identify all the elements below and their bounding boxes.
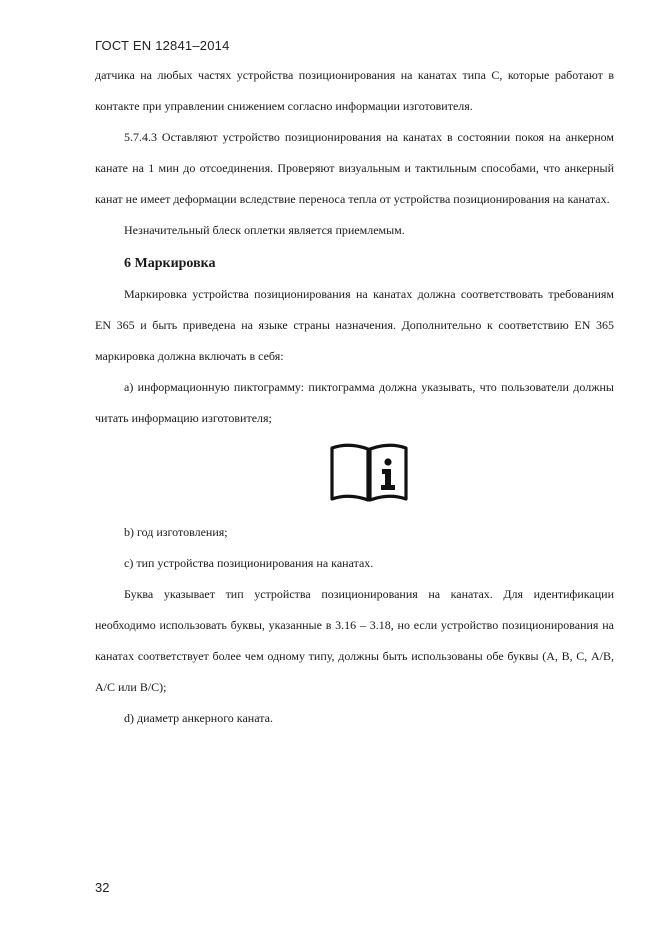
pictogram-glyph: i [229,342,230,343]
document-body [95,60,614,734]
list-item-a: а) информационную пиктограмму: пиктограмма должна указывать, что пользователи должны читать информацию изготовителя; [95,380,614,425]
page-number: 32 [95,880,110,895]
info-book-icon [229,342,409,502]
list-item-c: с) тип устройства позиционирования на канатах. [124,556,374,570]
list-item-b: b) год изготовления; [124,525,228,539]
list-item-d: d) диаметр анкерного каната. [124,711,273,725]
paragraph-marking-intro: Маркировка устройства позиционирования на канатах должна соответствовать требованиям EN 365 и быть приведена на языке страны назначения. Дополнительно к соответствию EN 365 маркировка должна включать в себя: [95,287,614,363]
paragraph-braid-shine: Незначительный блеск оплетки является приемлемым. [124,223,405,237]
paragraph-letter-note: Буква указывает тип устройства позиционирования на канатах. Для идентификации необходимо использовать буквы, указанные в 3.16 – 3.18, но если устройство позиционирования на канатах соответствует более чем одному типу, должны быть использованы обе буквы (А, В, С, А/В, А/С или В/С); [95,587,614,694]
paragraph-sensor-contact: датчика на любых частях устройства позиционирования на канатах типа С, которые работают в контакте при управлении снижением согласно информации изготовителя. [95,68,614,113]
section-heading-marking: 6 Маркировка [124,256,216,271]
paragraph-5-7-4-3: 5.7.4.3 Оставляют устройство позиционирования на канатах в состоянии покоя на анкерном канате на 1 мин до отсоединения. Проверяют визуальным и тактильным способами, что анкерный канат не имеет деформации вследствие переноса тепла от устройства позиционирования на канатах. [95,130,614,206]
document-code-header: ГОСТ EN 12841–2014 [95,38,230,53]
